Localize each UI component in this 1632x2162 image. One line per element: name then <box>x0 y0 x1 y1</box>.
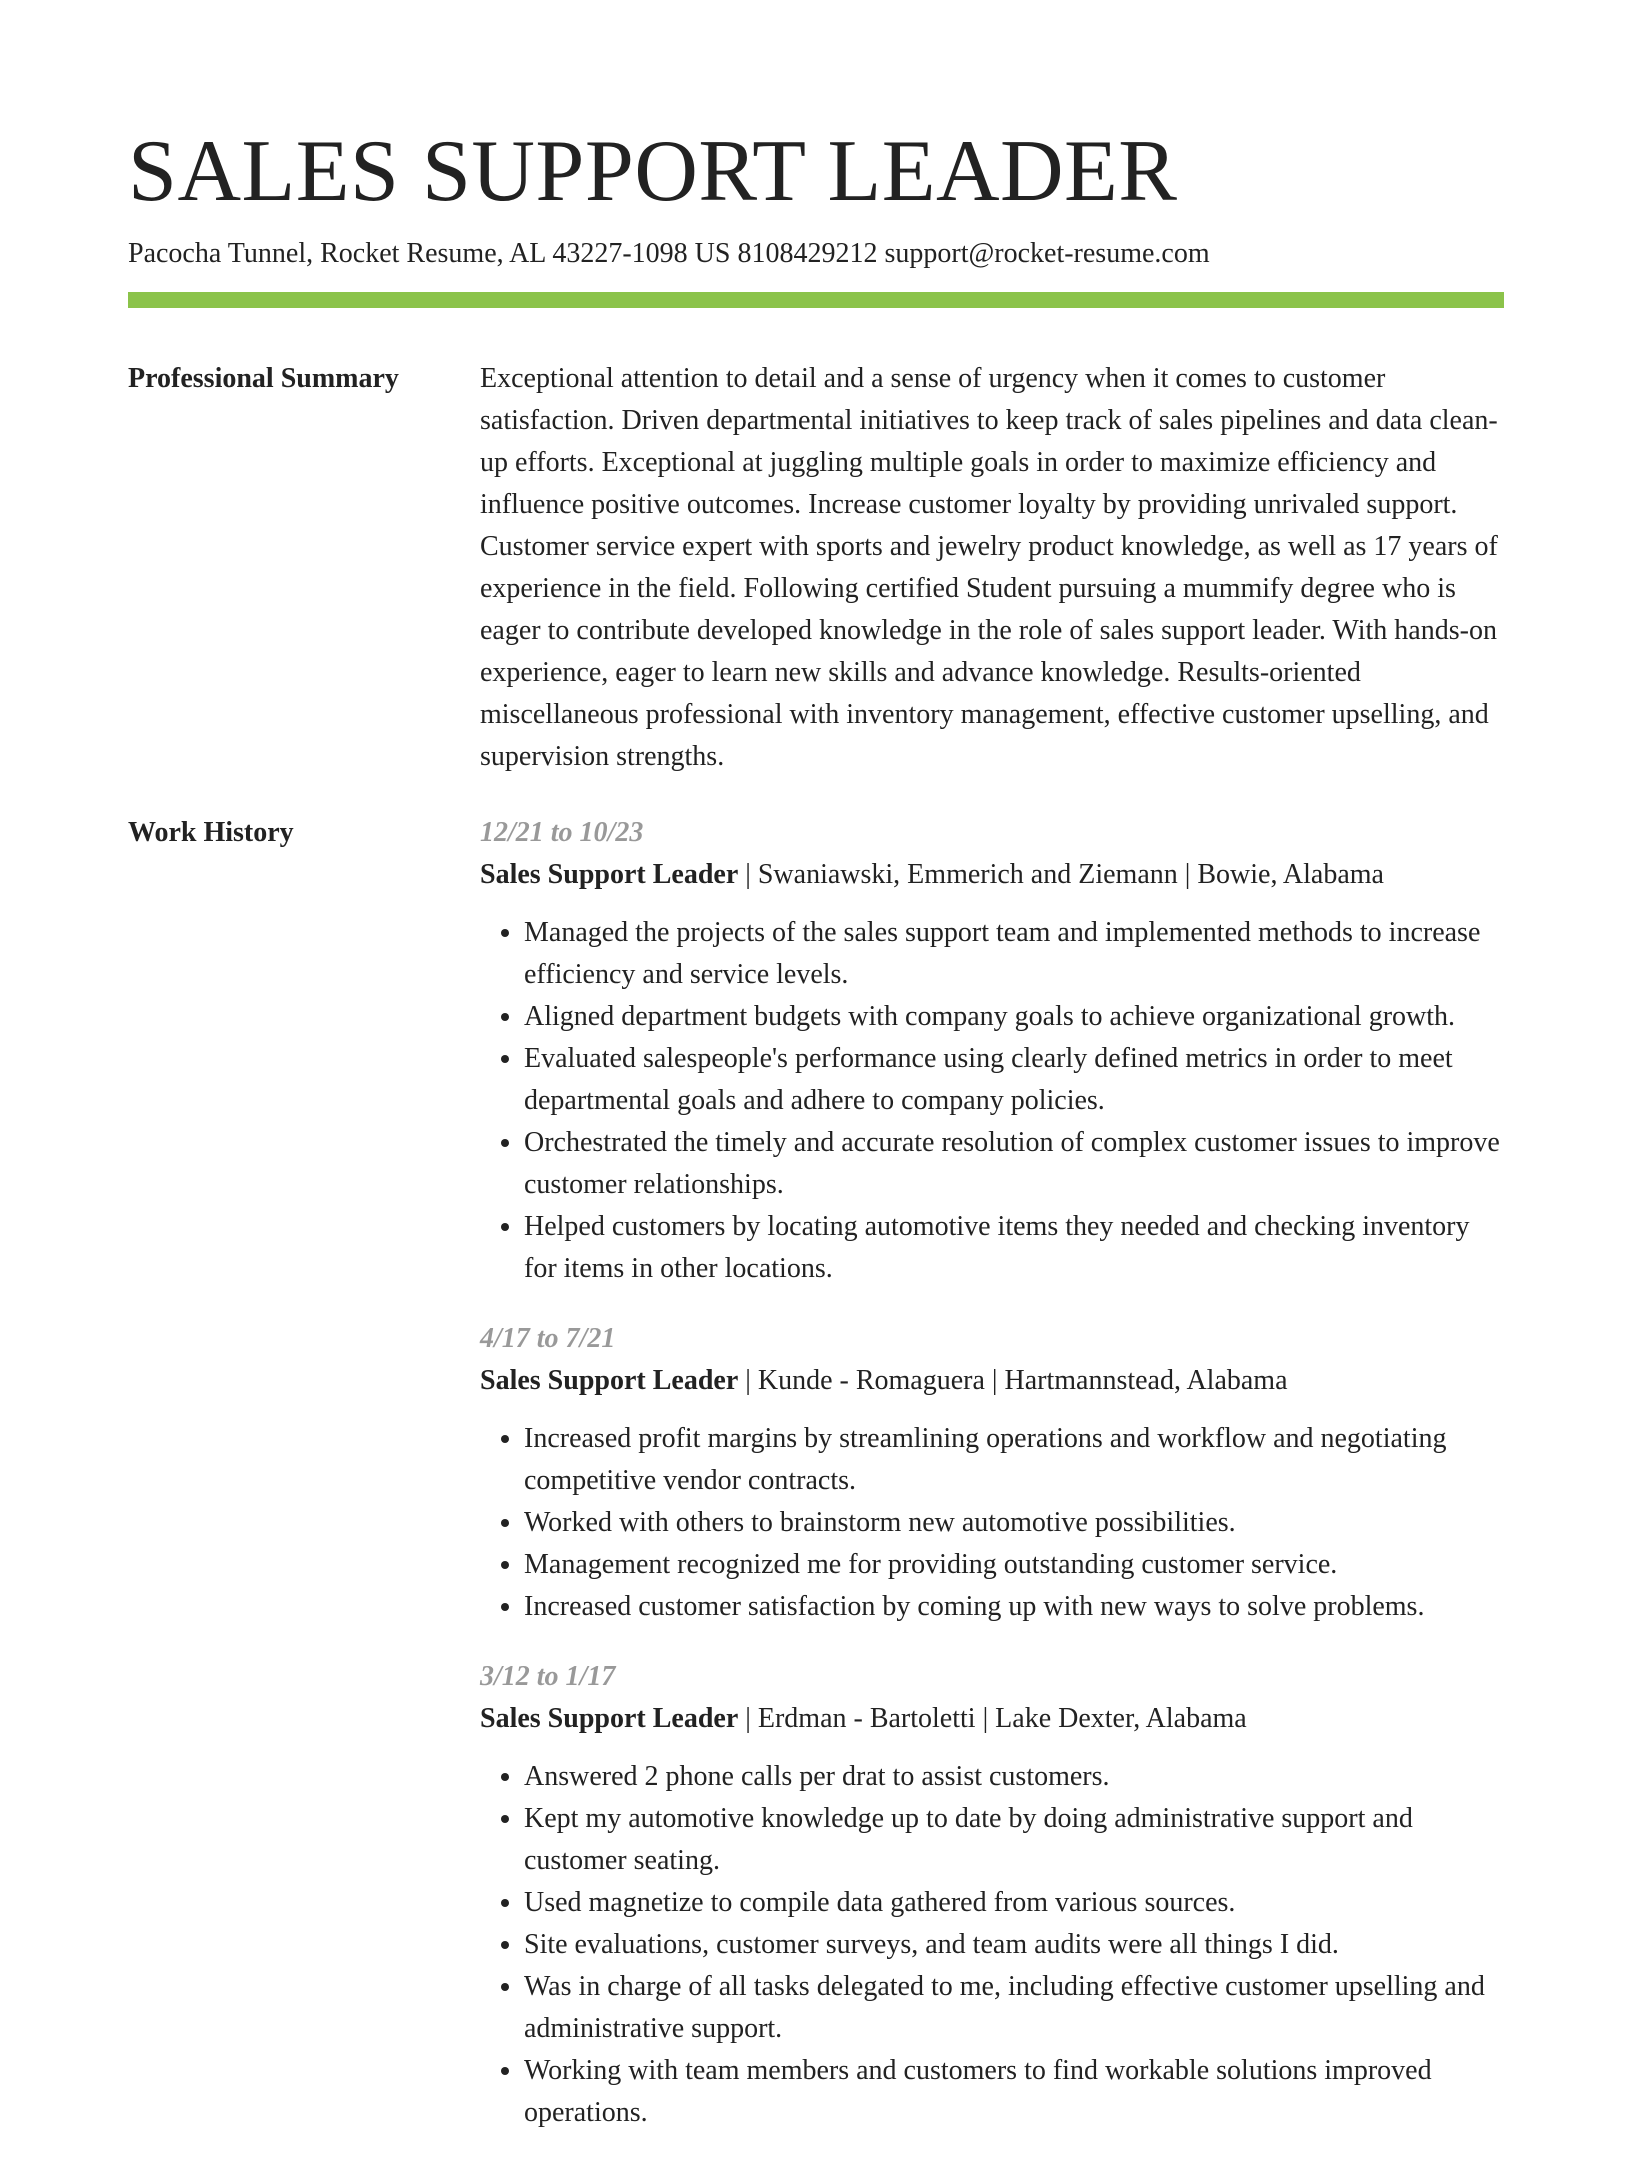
contact-line: Pacocha Tunnel, Rocket Resume, AL 43227-1098 US 8108429212 support@rocket-resume.com <box>128 238 1210 269</box>
job-bullet: • Helped customers by locating automotive items they needed and checking inventory for items in other locations. <box>524 1206 1504 1290</box>
job-title: Sales Support Leader <box>480 1365 739 1396</box>
section-label-professional-summary: Professional Summary <box>128 363 399 394</box>
accent-divider <box>128 292 1504 308</box>
job-bullet: • Orchestrated the timely and accurate resolution of complex customer issues to improve customer relationships. <box>524 1122 1504 1206</box>
job-bullet: • Increased customer satisfaction by coming up with new ways to solve problems. <box>524 1586 1504 1628</box>
job-bullet-list <box>480 912 1504 1290</box>
job-title: Sales Support Leader <box>480 859 739 890</box>
job-bullet: • Used magnetize to compile data gathered from various sources. <box>524 1882 1504 1924</box>
job-title-line <box>480 1360 1504 1402</box>
work-history-section <box>128 812 1504 2162</box>
job-bullet: • Managed the projects of the sales support team and implemented methods to increase efficiency and service levels. <box>524 912 1504 996</box>
job-bullet: • Evaluated salespeople's performance using clearly defined metrics in order to meet departmental goals and adhere to company policies. <box>524 1038 1504 1122</box>
job-dates: 12/21 to 10/23 <box>480 817 644 848</box>
job-bullet: • Working with team members and customers to find workable solutions improved operations. <box>524 2050 1504 2134</box>
job-employer-location: | Erdman - Bartoletti | Lake Dexter, Alabama <box>738 1703 1247 1734</box>
job-bullet: • Aligned department budgets with company goals to achieve organizational growth. <box>524 996 1504 1038</box>
job-bullet-list <box>480 1756 1504 2134</box>
job-title-line <box>480 1698 1504 1740</box>
resume-name-heading: SALES SUPPORT LEADER <box>128 123 1178 220</box>
professional-summary-section <box>128 358 1504 778</box>
job-dates: 3/12 to 1/17 <box>480 1661 616 1692</box>
job-entry <box>480 1318 1504 1628</box>
job-title-line <box>480 854 1504 896</box>
resume-page <box>128 0 1504 2162</box>
summary-paragraph: Exceptional attention to detail and a sense of urgency when it comes to customer satisfaction. Driven departmental initiatives to keep track of sales pipelines and data clean-up efforts. Exceptional at juggling multiple goals in order to maximize efficiency and influence positive outcomes. Increase customer loyalty by providing unrivaled support. Customer service expert with sports and jewelry product knowledge, as well as 17 years of experience in the field. Following certified Student pursuing a mummify degree who is eager to contribute developed knowledge in the role of sales support leader. With hands-on experience, eager to learn new skills and advance knowledge. Results-oriented miscellaneous professional with inventory management, effective customer upselling, and supervision strengths. <box>480 363 1498 772</box>
section-label-work-history: Work History <box>128 817 294 848</box>
job-entry <box>480 1656 1504 2134</box>
job-employer-location: | Swaniawski, Emmerich and Ziemann | Bowie, Alabama <box>738 859 1384 890</box>
summary-body <box>480 358 1504 778</box>
job-entry <box>480 812 1504 1290</box>
job-bullet: • Was in charge of all tasks delegated to me, including effective customer upselling and administrative support. <box>524 1966 1504 2050</box>
job-bullet: • Worked with others to brainstorm new automotive possibilities. <box>524 1502 1504 1544</box>
job-bullet: • Increased profit margins by streamlining operations and workflow and negotiating competitive vendor contracts. <box>524 1418 1504 1502</box>
job-bullet: • Answered 2 phone calls per drat to assist customers. <box>524 1756 1504 1798</box>
job-dates: 4/17 to 7/21 <box>480 1323 616 1354</box>
work-history-body <box>480 812 1504 2162</box>
job-bullet: • Management recognized me for providing outstanding customer service. <box>524 1544 1504 1586</box>
job-bullet: • Kept my automotive knowledge up to date by doing administrative support and customer seating. <box>524 1798 1504 1882</box>
job-employer-location: | Kunde - Romaguera | Hartmannstead, Alabama <box>738 1365 1288 1396</box>
job-bullet: • Site evaluations, customer surveys, and team audits were all things I did. <box>524 1924 1504 1966</box>
job-bullet-list <box>480 1418 1504 1628</box>
job-title: Sales Support Leader <box>480 1703 739 1734</box>
